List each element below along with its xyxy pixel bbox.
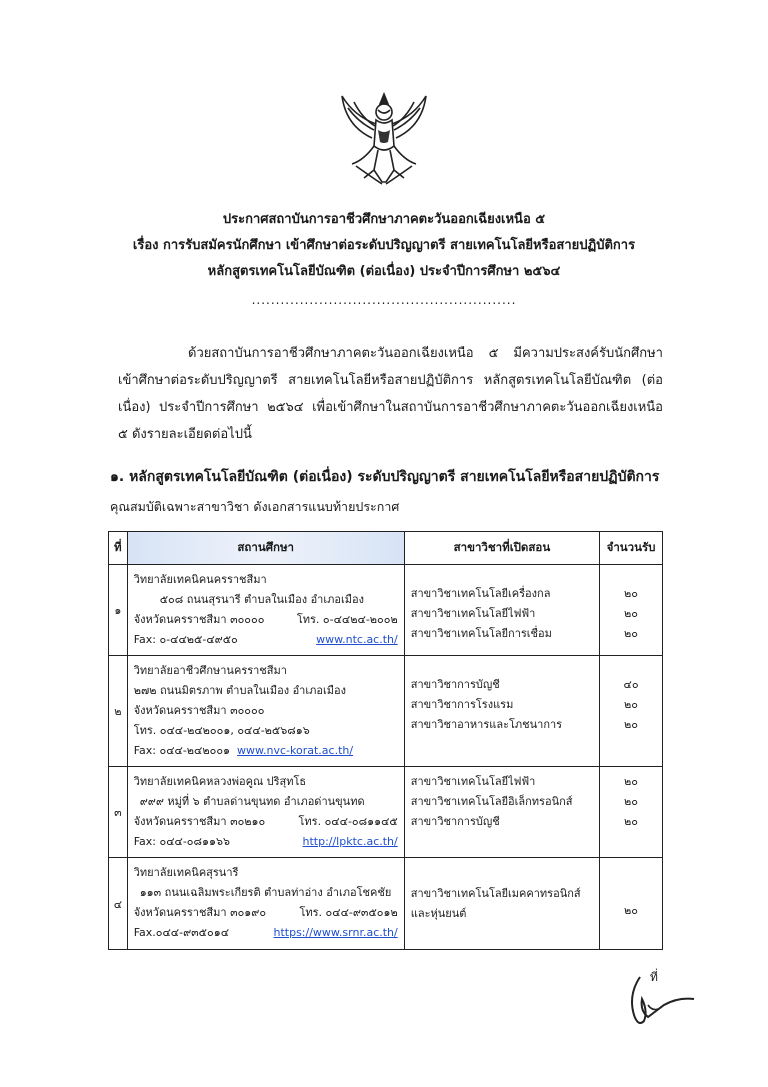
institution-address: ๕๐๘ ถนนสุรนารี ตำบลในเมือง อำเภอเมือง [159,593,364,606]
major-cell [404,858,599,950]
title-line-2: เรื่อง การรับสมัครนักศึกษา เข้าศึกษาต่อระดับปริญญาตรี สายเทคโนโลยีหรือสายปฏิบัติการ [132,238,636,253]
institution-contact [134,812,398,832]
institution-cell [127,767,404,858]
institution-address: ๑๑๓ ถนนเฉลิมพระเกียรติ ตำบลท่าอ่าง อำเภอโชคชัย [139,886,392,899]
table-row [109,858,663,950]
row-number: ๑ [109,565,128,656]
count-cell [600,656,663,767]
institution-fax-url [134,832,398,852]
major-item: สาขาวิชาเทคโนโลยีเมคคาทรอนิกส์และหุ่นยนต์ [410,886,581,920]
institution-phone: โทร. ๐๔๔-๐๘๑๑๔๕ [298,815,398,828]
count-cell [600,858,663,950]
institution-fax-url [134,741,398,761]
major-item: สาขาวิชาเทคโนโลยีไฟฟ้า [410,775,536,788]
major-item: สาขาวิชาเทคโนโลยีไฟฟ้า [410,607,536,620]
institution-phone: โทร. ๐๔๔-๙๓๕๐๑๒ [299,906,398,919]
institution-phone: โทร. ๐๔๔-๒๔๒๐๐๑, ๐๔๔-๒๕๖๘๑๖ [133,724,310,737]
title-line-1: ประกาศสถาบันการอาชีวศึกษาภาคตะวันออกเฉียงเหนือ ๕ [222,212,546,227]
table-row [109,656,663,767]
table-row [109,565,663,656]
count-cell [600,565,663,656]
institution-province: จังหวัดนครราชสีมา ๓๐๐๐๐ [133,704,265,717]
garuda-emblem [334,86,434,190]
institution-fax: Fax: ๐-๔๔๒๕-๔๙๕๐ [133,633,238,646]
major-cell [404,767,599,858]
institution-name: วิทยาลัยเทคนิคสุรนารี [133,866,239,879]
institution-fax-url [134,630,398,650]
announcement-title [0,207,768,285]
count-item: ๒๐ [624,795,639,808]
header-no: ที่ [109,532,128,565]
institution-address: ๒๗๒ ถนนมิตรภาพ ตำบลในเมือง อำเภอเมือง [133,684,346,697]
count-item: ๒๐ [624,698,639,711]
institution-contact [134,610,398,630]
major-cell [404,565,599,656]
count-item: ๒๐ [624,627,639,640]
institution-fax: Fax.๐๔๔-๙๓๕๐๑๔ [133,926,230,939]
institution-address: ๙๙๙ หมู่ที่ ๖ ตำบลด่านขุนทด อำเภอด่านขุนทด [139,795,365,808]
major-item: สาขาวิชาเทคโนโลยีการเชื่อม [410,627,552,640]
institution-province: จังหวัดนครราชสีมา ๓๐๒๑๐ [133,815,266,828]
count-cell [600,767,663,858]
institution-province: จังหวัดนครราชสีมา ๓๐๑๙๐ [133,906,267,919]
institution-cell [127,858,404,950]
institution-cell [127,565,404,656]
header-major: สาขาวิชาที่เปิดสอน [404,532,599,565]
major-item: สาขาวิชาการบัญชี [410,678,500,691]
header-institution: สถานศึกษา [127,532,404,565]
row-number: ๓ [109,767,128,858]
institution-fax: Fax: ๐๔๔-๒๔๒๐๐๑ [133,744,231,757]
count-item: ๒๐ [624,815,639,828]
title-line-3: หลักสูตรเทคโนโลยีบัณฑิต (ต่อเนื่อง) ประจำปีการศึกษา ๒๕๖๔ [207,264,561,279]
major-item: สาขาวิชาการโรงแรม [410,698,514,711]
title-divider: ....................................................... [251,293,517,307]
section-heading: ๑. หลักสูตรเทคโนโลยีบัณฑิต (ต่อเนื่อง) ระดับปริญญาตรี สายเทคโนโลยีหรือสายปฏิบัติการ [110,469,660,485]
institution-fax-url [134,923,398,943]
institution-website-link[interactable]: http://lpktc.ac.th/ [302,835,398,848]
major-item: สาขาวิชาอาหารและโภชนาการ [410,718,563,731]
institution-cell [127,656,404,767]
institution-phone: โทร. ๐-๔๔๒๔-๒๐๐๒ [296,613,398,626]
table-header-row [109,532,663,565]
major-item: สาขาวิชาเทคโนโลยีเครื่องกล [410,587,551,600]
major-cell [404,656,599,767]
count-item: ๒๐ [624,903,639,917]
institution-website-link[interactable]: https://www.srnr.ac.th/ [273,926,398,939]
institution-name: วิทยาลัยเทคนิคหลวงพ่อคูณ ปริสุทโธ [133,775,307,788]
page-mark: ที่ [650,970,658,984]
row-number: ๔ [109,858,128,950]
row-number: ๒ [109,656,128,767]
count-item: ๒๐ [624,587,639,600]
institution-name: วิทยาลัยอาชีวศึกษานครราชสีมา [133,664,287,677]
institution-table [108,531,663,950]
institution-website-link[interactable]: www.nvc-korat.ac.th/ [237,744,354,757]
institution-province: จังหวัดนครราชสีมา ๓๐๐๐๐ [133,613,265,626]
institution-name: วิทยาลัยเทคนิคนครราชสีมา [133,573,267,586]
institution-website-link[interactable]: www.ntc.ac.th/ [316,633,398,646]
institution-fax: Fax: ๐๔๔-๐๘๑๑๖๖ [133,835,230,848]
count-item: ๔๐ [623,678,639,691]
count-item: ๒๐ [624,607,639,620]
signature-mark [618,965,698,1035]
section-subheading: คุณสมบัติเฉพาะสาขาวิชา ดังเอกสารแนบท้ายประกาศ [110,499,400,514]
major-item: สาขาวิชาเทคโนโลยีอิเล็กทรอนิกส์ [410,795,573,808]
major-item: สาขาวิชาการบัญชี [410,815,500,828]
intro-paragraph [118,340,663,448]
count-item: ๒๐ [624,775,639,788]
institution-contact [134,903,398,923]
count-item: ๒๐ [624,718,639,731]
table-row [109,767,663,858]
header-count: จำนวนรับ [600,532,663,565]
intro-text: ด้วยสถาบันการอาชีวศึกษาภาคตะวันออกเฉียงเหนือ ๕ มีความประสงค์รับนักศึกษา เข้าศึกษาต่อระดับปริญญาตรี สายเทคโนโลยีหรือสายปฏิบัติการ หลักสูตรเทคโนโลยีบัณฑิต (ต่อเนื่อง) ประจำปีการศึกษา ๒๕๖๔ เพื่อเข้าศึกษาในสถาบันการอาชีวศึกษาภาคตะวันออกเฉียงเหนือ ๕ ดังรายละเอียดต่อไปนี้ [118,346,663,442]
